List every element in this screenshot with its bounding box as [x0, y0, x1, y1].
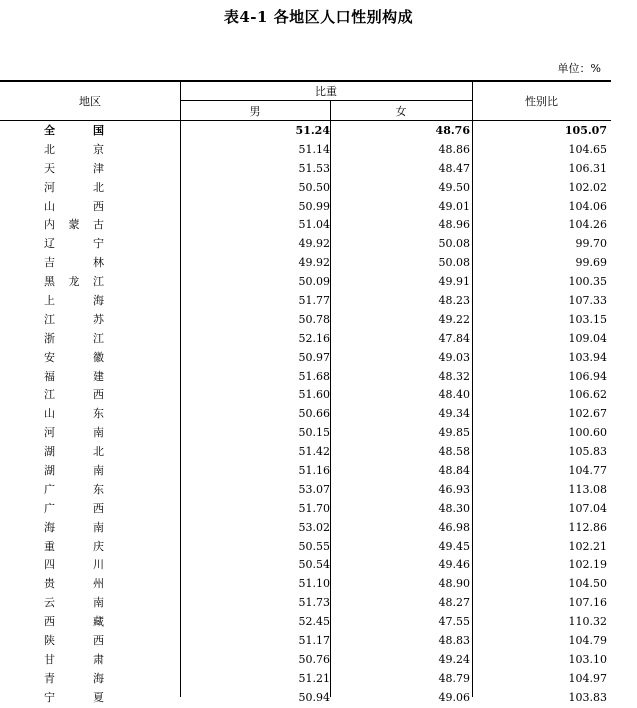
- region-cell: 海 南: [44, 520, 104, 534]
- table-row: [0, 330, 611, 349]
- region-cell: 贵 州: [44, 577, 104, 591]
- table-row: [0, 481, 611, 500]
- male-cell: 49.92: [298, 256, 330, 270]
- sex-ratio-cell: 112.86: [568, 520, 607, 534]
- sex-ratio-cell: 104.50: [568, 577, 607, 591]
- sex-ratio-cell: 106.31: [568, 161, 607, 175]
- female-cell: 48.84: [438, 464, 470, 478]
- male-cell: 49.92: [298, 237, 330, 251]
- sex-ratio-cell: 104.26: [568, 218, 607, 232]
- male-cell: 50.09: [298, 275, 330, 289]
- table-row: [0, 670, 611, 689]
- female-cell: 48.83: [438, 634, 470, 648]
- unit-label: 单位：%: [557, 62, 601, 75]
- sex-ratio-cell: 110.32: [568, 615, 607, 629]
- table-row: [0, 122, 611, 141]
- region-cell: 全 国: [44, 124, 104, 137]
- sex-ratio-cell: 104.79: [568, 634, 607, 648]
- male-cell: 52.16: [298, 331, 330, 345]
- table-row: [0, 405, 611, 424]
- female-cell: 50.08: [438, 237, 470, 251]
- female-cell: 46.98: [438, 520, 470, 534]
- male-cell: 50.55: [298, 539, 330, 553]
- female-cell: 48.76: [435, 124, 470, 137]
- table-row: [0, 292, 611, 311]
- region-cell: 安 徽: [44, 350, 104, 364]
- header-male: 男: [249, 105, 261, 118]
- female-cell: 48.96: [438, 218, 470, 232]
- table-title: 表4-1 各地区人口性别构成: [223, 8, 414, 26]
- table-row: [0, 141, 611, 160]
- sex-ratio-cell: 104.65: [568, 142, 607, 156]
- region-cell: 浙 江: [44, 331, 104, 345]
- region-cell: 黑龙江: [44, 275, 104, 289]
- table-row: [0, 462, 611, 481]
- male-cell: 51.24: [295, 124, 330, 137]
- male-cell: 50.66: [298, 407, 330, 421]
- table-row: [0, 424, 611, 443]
- female-cell: 49.45: [438, 539, 470, 553]
- female-cell: 48.23: [438, 294, 470, 308]
- female-cell: 49.91: [438, 275, 470, 289]
- sex-ratio-cell: 103.10: [568, 652, 607, 666]
- male-cell: 51.14: [298, 142, 330, 156]
- table-row: [0, 349, 611, 368]
- sex-ratio-cell: 107.16: [568, 596, 607, 610]
- table-row: [0, 556, 611, 575]
- male-cell: 51.16: [298, 464, 330, 478]
- region-cell: 吉 林: [44, 256, 104, 270]
- sex-ratio-cell: 102.02: [568, 180, 607, 194]
- header-sex-ratio: 性别比: [525, 95, 558, 108]
- female-cell: 48.30: [438, 501, 470, 515]
- sex-ratio-cell: 107.04: [568, 501, 607, 515]
- female-cell: 49.03: [438, 350, 470, 364]
- region-cell: 西 藏: [44, 615, 104, 629]
- female-cell: 49.24: [438, 652, 470, 666]
- sex-ratio-cell: 106.62: [568, 388, 607, 402]
- region-cell: 江 苏: [44, 312, 104, 326]
- region-cell: 广 西: [44, 501, 104, 515]
- male-cell: 50.97: [298, 350, 330, 364]
- sex-ratio-cell: 103.94: [568, 350, 607, 364]
- male-cell: 51.17: [298, 634, 330, 648]
- sex-ratio-cell: 100.60: [568, 426, 607, 440]
- region-cell: 甘 肃: [44, 652, 104, 666]
- male-cell: 53.07: [298, 482, 330, 496]
- female-cell: 49.50: [438, 180, 470, 194]
- male-cell: 50.78: [298, 312, 330, 326]
- sex-ratio-cell: 113.08: [568, 482, 607, 496]
- male-cell: 51.77: [298, 294, 330, 308]
- female-cell: 49.85: [438, 426, 470, 440]
- region-cell: 天 津: [44, 161, 104, 175]
- female-cell: 49.06: [438, 690, 470, 704]
- region-cell: 山 西: [44, 199, 104, 213]
- male-cell: 51.60: [298, 388, 330, 402]
- female-cell: 46.93: [438, 482, 470, 496]
- top-rule: [0, 80, 611, 82]
- header-region: 地区: [79, 95, 101, 108]
- region-cell: 重 庆: [44, 539, 104, 553]
- table-row: [0, 632, 611, 651]
- region-cell: 四 川: [44, 558, 104, 572]
- female-cell: 49.46: [438, 558, 470, 572]
- sex-ratio-cell: 104.97: [568, 671, 607, 685]
- sex-ratio-cell: 99.70: [575, 237, 607, 251]
- sex-ratio-cell: 99.69: [575, 256, 607, 270]
- sex-ratio-cell: 105.07: [564, 124, 607, 137]
- region-cell: 湖 北: [44, 445, 104, 459]
- male-cell: 50.50: [298, 180, 330, 194]
- sex-ratio-cell: 107.33: [568, 294, 607, 308]
- male-cell: 50.54: [298, 558, 330, 572]
- table-row: [0, 216, 611, 235]
- table-row: [0, 386, 611, 405]
- female-cell: 48.79: [438, 671, 470, 685]
- region-cell: 福 建: [44, 369, 104, 383]
- header-female: 女: [395, 105, 407, 118]
- table-row: [0, 198, 611, 217]
- table-row: [0, 179, 611, 198]
- sex-ratio-cell: 102.19: [568, 558, 607, 572]
- table-row: [0, 368, 611, 387]
- header-proportion: 比重: [315, 85, 337, 98]
- table-row: [0, 651, 611, 670]
- region-cell: 辽 宁: [44, 237, 104, 251]
- sex-ratio-cell: 106.94: [568, 369, 607, 383]
- table-row: [0, 538, 611, 557]
- table-row: [0, 594, 611, 613]
- table-row: [0, 235, 611, 254]
- male-cell: 50.94: [298, 690, 330, 704]
- female-cell: 48.86: [438, 142, 470, 156]
- header-bottom-rule: [0, 120, 611, 121]
- sex-ratio-cell: 109.04: [568, 331, 607, 345]
- table-row: [0, 254, 611, 273]
- table-body: [0, 122, 611, 708]
- subheader-rule: [180, 100, 472, 101]
- female-cell: 48.32: [438, 369, 470, 383]
- female-cell: 50.08: [438, 256, 470, 270]
- male-cell: 51.42: [298, 445, 330, 459]
- table-row: [0, 273, 611, 292]
- region-cell: 宁 夏: [44, 690, 104, 704]
- male-cell: 51.73: [298, 596, 330, 610]
- region-cell: 上 海: [44, 294, 104, 308]
- male-cell: 53.02: [298, 520, 330, 534]
- male-cell: 51.70: [298, 501, 330, 515]
- female-cell: 49.01: [438, 199, 470, 213]
- table-row: [0, 443, 611, 462]
- table-row: [0, 500, 611, 519]
- male-cell: 50.99: [298, 199, 330, 213]
- table-row: [0, 519, 611, 538]
- region-cell: 内蒙古: [44, 218, 104, 232]
- sex-ratio-cell: 102.21: [568, 539, 607, 553]
- male-cell: 51.04: [298, 218, 330, 232]
- sex-ratio-cell: 103.15: [568, 312, 607, 326]
- sex-ratio-cell: 104.06: [568, 199, 607, 213]
- sex-ratio-cell: 103.83: [568, 690, 607, 704]
- region-cell: 山 东: [44, 407, 104, 421]
- female-cell: 48.47: [438, 161, 470, 175]
- female-cell: 48.90: [438, 577, 470, 591]
- sex-ratio-cell: 104.77: [568, 464, 607, 478]
- male-cell: 51.21: [298, 671, 330, 685]
- sex-ratio-cell: 100.35: [568, 275, 607, 289]
- sex-ratio-cell: 102.67: [568, 407, 607, 421]
- region-cell: 北 京: [44, 142, 104, 156]
- region-cell: 河 南: [44, 426, 104, 440]
- region-cell: 江 西: [44, 388, 104, 402]
- region-cell: 河 北: [44, 180, 104, 194]
- table-row: [0, 575, 611, 594]
- table-row: [0, 311, 611, 330]
- female-cell: 47.55: [438, 615, 470, 629]
- female-cell: 49.34: [438, 407, 470, 421]
- female-cell: 48.58: [438, 445, 470, 459]
- table-row: [0, 689, 611, 708]
- table-row: [0, 613, 611, 632]
- region-cell: 湖 南: [44, 464, 104, 478]
- region-cell: 青 海: [44, 671, 104, 685]
- female-cell: 47.84: [438, 331, 470, 345]
- male-cell: 50.15: [298, 426, 330, 440]
- region-cell: 广 东: [44, 482, 104, 496]
- male-cell: 50.76: [298, 652, 330, 666]
- male-cell: 51.10: [298, 577, 330, 591]
- male-cell: 51.53: [298, 161, 330, 175]
- sex-ratio-cell: 105.83: [568, 445, 607, 459]
- region-cell: 云 南: [44, 596, 104, 610]
- female-cell: 48.40: [438, 388, 470, 402]
- male-cell: 51.68: [298, 369, 330, 383]
- table-row: [0, 160, 611, 179]
- female-cell: 49.22: [438, 312, 470, 326]
- female-cell: 48.27: [438, 596, 470, 610]
- male-cell: 52.45: [298, 615, 330, 629]
- region-cell: 陕 西: [44, 634, 104, 648]
